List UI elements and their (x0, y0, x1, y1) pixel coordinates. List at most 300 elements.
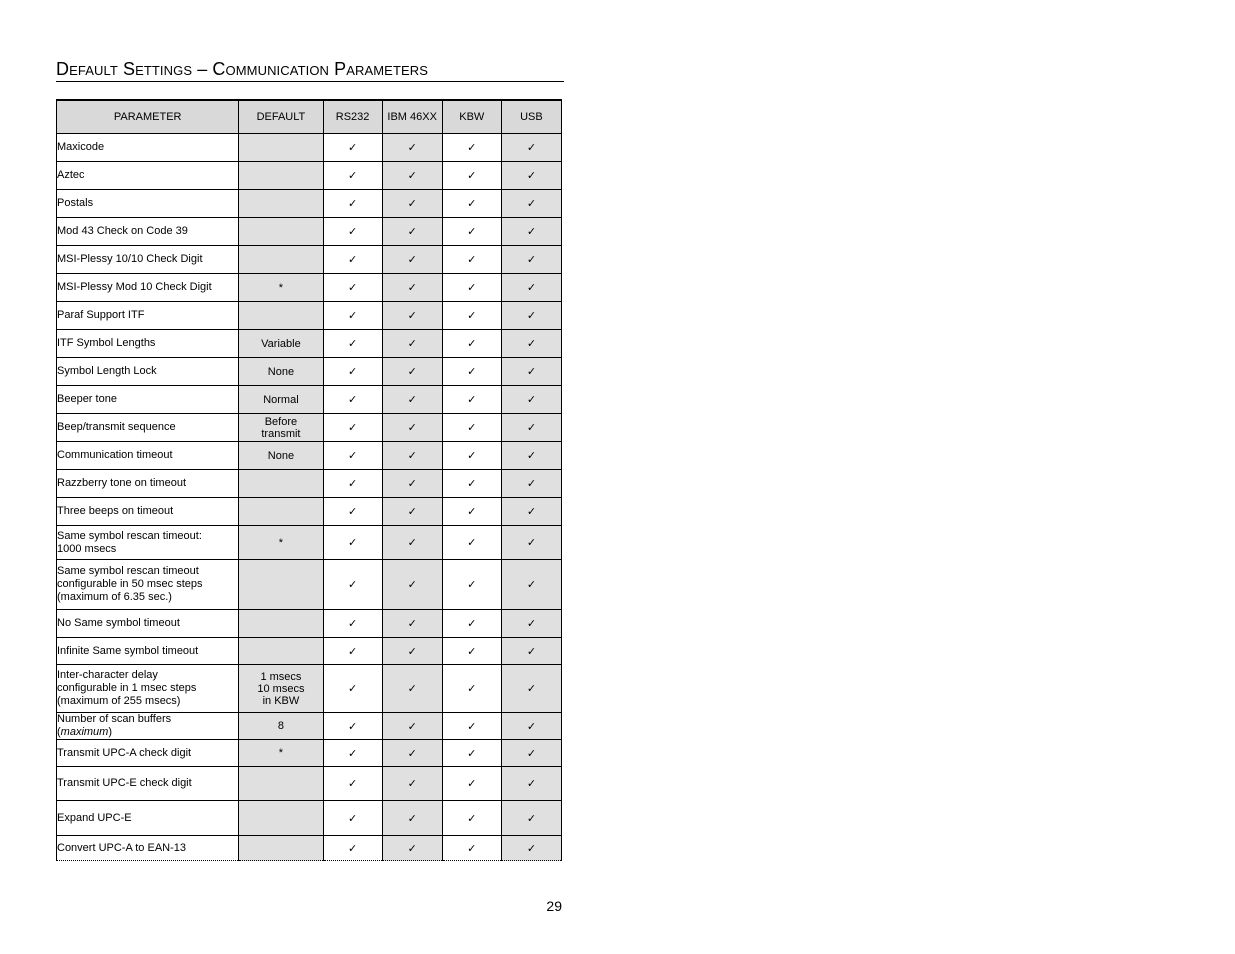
checkmark-icon: ✓ (347, 310, 358, 322)
check-cell-kbw (442, 498, 501, 526)
checkmark-icon: ✓ (526, 282, 537, 294)
check-cell-rs232 (323, 610, 382, 638)
check-cell-usb (501, 526, 561, 560)
checkmark-icon: ✓ (407, 450, 417, 462)
default-value-cell (239, 836, 323, 861)
check-cell-kbw (442, 610, 501, 638)
checkmark-icon: ✓ (347, 282, 358, 294)
check-cell-ibm-46xx (382, 470, 442, 498)
check-cell-rs232 (323, 358, 382, 386)
parameter-label: No Same symbol timeout (57, 617, 180, 629)
checkmark-icon: ✓ (407, 254, 417, 266)
check-cell-kbw (442, 302, 501, 330)
check-cell-kbw (442, 836, 501, 861)
check-cell-ibm-46xx (382, 442, 442, 470)
checkmark-icon: ✓ (347, 450, 358, 462)
check-cell-rs232 (323, 190, 382, 218)
table-row (57, 134, 562, 162)
parameter-label: MSI-Plessy Mod 10 Check Digit (57, 281, 212, 293)
default-value-cell (239, 610, 323, 638)
check-cell-ibm-46xx (382, 190, 442, 218)
check-cell-kbw (442, 386, 501, 414)
table-row (57, 470, 562, 498)
checkmark-icon: ✓ (347, 226, 358, 238)
check-cell-kbw (442, 801, 501, 836)
parameter-label: Mod 43 Check on Code 39 (57, 225, 188, 237)
default-value-cell (239, 498, 323, 526)
parameter-label: Number of scan buffers ( (57, 713, 172, 738)
default-value-cell (239, 246, 323, 274)
parameter-cell (57, 498, 239, 526)
parameter-cell (57, 610, 239, 638)
check-cell-ibm-46xx (382, 134, 442, 162)
checkmark-icon: ✓ (407, 812, 417, 825)
check-cell-usb (501, 274, 561, 302)
default-value: 1 msecs 10 msecs in KBW (257, 670, 305, 707)
check-cell-rs232 (323, 836, 382, 861)
page-title: Default Settings – Communication Parameters (56, 58, 564, 82)
header-rs232: RS232 (323, 100, 382, 134)
check-cell-ibm-46xx (382, 162, 442, 190)
check-cell-rs232 (323, 767, 382, 801)
checkmark-icon: ✓ (526, 506, 537, 518)
check-cell-usb (501, 246, 561, 274)
check-cell-usb (501, 162, 561, 190)
checkmark-icon: ✓ (526, 645, 537, 658)
check-cell-ibm-46xx (382, 560, 442, 610)
checkmark-icon: ✓ (526, 450, 537, 462)
parameter-cell (57, 442, 239, 470)
check-cell-rs232 (323, 302, 382, 330)
check-cell-kbw (442, 134, 501, 162)
parameter-cell (57, 358, 239, 386)
checkmark-icon: ✓ (347, 747, 358, 760)
table-row (57, 740, 562, 767)
checkmark-icon: ✓ (347, 394, 358, 406)
table-row (57, 162, 562, 190)
check-cell-kbw (442, 442, 501, 470)
default-value: None (267, 449, 295, 462)
parameter-label: Symbol Length Lock (57, 365, 157, 377)
table-row (57, 836, 562, 861)
checkmark-icon: ✓ (347, 842, 358, 855)
checkmark-icon: ✓ (347, 579, 358, 591)
default-value-cell (239, 638, 323, 665)
checkmark-icon: ✓ (526, 842, 537, 855)
checkmark-icon: ✓ (526, 537, 537, 549)
checkmark-icon: ✓ (526, 720, 537, 733)
table-row (57, 330, 562, 358)
checkmark-icon: ✓ (467, 645, 477, 658)
table-row (57, 638, 562, 665)
check-cell-usb (501, 638, 561, 665)
check-cell-kbw (442, 638, 501, 665)
parameter-cell (57, 740, 239, 767)
check-cell-usb (501, 302, 561, 330)
parameter-label: ITF Symbol Lengths (57, 337, 156, 349)
table-row (57, 386, 562, 414)
checkmark-icon: ✓ (467, 422, 477, 434)
check-cell-ibm-46xx (382, 330, 442, 358)
default-value-cell (239, 740, 323, 767)
default-value-cell (239, 767, 323, 801)
check-cell-ibm-46xx (382, 610, 442, 638)
checkmark-icon: ✓ (407, 537, 417, 549)
check-cell-ibm-46xx (382, 358, 442, 386)
checkmark-icon: ✓ (407, 478, 417, 490)
parameter-label-italic: maximum (60, 726, 109, 738)
parameter-label: Convert UPC-A to EAN-13 (57, 841, 186, 854)
checkmark-icon: ✓ (467, 579, 477, 591)
checkmark-icon: ✓ (407, 720, 417, 733)
checkmark-icon: ✓ (467, 683, 477, 695)
parameter-cell (57, 414, 239, 442)
check-cell-usb (501, 414, 561, 442)
checkmark-icon: ✓ (467, 720, 477, 733)
parameter-label: Maxicode (57, 141, 105, 153)
default-value-cell (239, 218, 323, 246)
parameter-cell (57, 330, 239, 358)
check-cell-usb (501, 498, 561, 526)
parameter-label: Paraf Support ITF (57, 309, 145, 321)
checkmark-icon: ✓ (526, 579, 537, 591)
default-value-cell (239, 414, 323, 442)
check-cell-usb (501, 470, 561, 498)
checkmark-icon: ✓ (526, 422, 537, 434)
checkmark-icon: ✓ (467, 170, 477, 182)
checkmark-icon: ✓ (407, 310, 417, 322)
check-cell-rs232 (323, 526, 382, 560)
check-cell-kbw (442, 330, 501, 358)
default-value-cell (239, 713, 323, 740)
checkmark-icon: ✓ (407, 778, 417, 790)
table-row (57, 526, 562, 560)
checkmark-icon: ✓ (407, 394, 417, 406)
parameter-label: Inter-character delay configurable in 1 msec steps (maximum of 255 msecs) (57, 669, 197, 707)
parameter-label: Infinite Same symbol timeout (57, 644, 199, 657)
parameter-label: Transmit UPC-E check digit (57, 777, 192, 789)
check-cell-usb (501, 560, 561, 610)
default-value-cell (239, 358, 323, 386)
check-cell-kbw (442, 767, 501, 801)
check-cell-usb (501, 740, 561, 767)
checkmark-icon: ✓ (347, 618, 358, 630)
parameter-cell (57, 560, 239, 610)
check-cell-kbw (442, 665, 501, 713)
check-cell-usb (501, 386, 561, 414)
check-cell-rs232 (323, 740, 382, 767)
checkmark-icon: ✓ (347, 254, 358, 266)
check-cell-usb (501, 665, 561, 713)
check-cell-ibm-46xx (382, 274, 442, 302)
parameter-label: MSI-Plessy 10/10 Check Digit (57, 253, 203, 265)
check-cell-usb (501, 330, 561, 358)
parameter-cell (57, 836, 239, 861)
check-cell-usb (501, 836, 561, 861)
check-cell-usb (501, 610, 561, 638)
table-header-row (57, 100, 562, 134)
check-cell-usb (501, 358, 561, 386)
checkmark-icon: ✓ (467, 142, 477, 154)
check-cell-rs232 (323, 442, 382, 470)
default-value-cell (239, 526, 323, 560)
check-cell-kbw (442, 274, 501, 302)
header-usb: USB (501, 100, 561, 134)
check-cell-usb (501, 442, 561, 470)
check-cell-ibm-46xx (382, 246, 442, 274)
checkmark-icon: ✓ (467, 450, 477, 462)
table-row (57, 218, 562, 246)
checkmark-icon: ✓ (526, 394, 537, 406)
checkmark-icon: ✓ (407, 282, 417, 294)
check-cell-rs232 (323, 638, 382, 665)
check-cell-rs232 (323, 801, 382, 836)
header-kbw: KBW (442, 100, 501, 134)
check-cell-rs232 (323, 162, 382, 190)
checkmark-icon: ✓ (526, 478, 537, 490)
table-row (57, 767, 562, 801)
checkmark-icon: ✓ (347, 142, 358, 154)
checkmark-icon: ✓ (526, 812, 537, 825)
default-value: * (278, 281, 284, 294)
checkmark-icon: ✓ (407, 645, 417, 658)
checkmark-icon: ✓ (526, 254, 537, 266)
checkmark-icon: ✓ (347, 720, 358, 733)
checkmark-icon: ✓ (467, 366, 477, 378)
checkmark-icon: ✓ (347, 645, 358, 658)
check-cell-kbw (442, 358, 501, 386)
check-cell-kbw (442, 470, 501, 498)
default-value: 8 (277, 720, 284, 732)
checkmark-icon: ✓ (407, 338, 417, 350)
check-cell-ibm-46xx (382, 665, 442, 713)
parameters-table (56, 99, 562, 861)
checkmark-icon: ✓ (467, 198, 477, 210)
parameter-cell (57, 246, 239, 274)
check-cell-ibm-46xx (382, 638, 442, 665)
table-row (57, 498, 562, 526)
checkmark-icon: ✓ (467, 394, 477, 406)
check-cell-rs232 (323, 330, 382, 358)
checkmark-icon: ✓ (347, 478, 358, 490)
checkmark-icon: ✓ (407, 747, 417, 760)
checkmark-icon: ✓ (467, 747, 477, 760)
check-cell-rs232 (323, 470, 382, 498)
parameter-cell (57, 526, 239, 560)
parameter-cell (57, 801, 239, 836)
table-row (57, 801, 562, 836)
table-row (57, 358, 562, 386)
checkmark-icon: ✓ (526, 778, 537, 790)
check-cell-usb (501, 713, 561, 740)
check-cell-ibm-46xx (382, 498, 442, 526)
parameter-label: Communication timeout (57, 449, 173, 461)
parameter-label: Three beeps on timeout (57, 505, 174, 517)
default-value: Variable (261, 337, 301, 350)
parameter-cell (57, 190, 239, 218)
table-body (57, 134, 562, 861)
checkmark-icon: ✓ (526, 226, 537, 238)
check-cell-kbw (442, 218, 501, 246)
checkmark-icon: ✓ (467, 282, 477, 294)
checkmark-icon: ✓ (467, 778, 477, 790)
check-cell-ibm-46xx (382, 414, 442, 442)
checkmark-icon: ✓ (526, 366, 537, 378)
check-cell-rs232 (323, 134, 382, 162)
checkmark-icon: ✓ (407, 842, 417, 855)
parameter-label-suffix: ) (108, 726, 113, 738)
parameter-cell (57, 134, 239, 162)
checkmark-icon: ✓ (407, 226, 417, 238)
checkmark-icon: ✓ (407, 422, 417, 434)
default-value: Before transmit (261, 415, 301, 440)
check-cell-kbw (442, 162, 501, 190)
check-cell-kbw (442, 740, 501, 767)
checkmark-icon: ✓ (526, 338, 537, 350)
table-row (57, 274, 562, 302)
table-row (57, 302, 562, 330)
parameter-label: Expand UPC-E (57, 811, 132, 824)
check-cell-kbw (442, 190, 501, 218)
checkmark-icon: ✓ (526, 198, 537, 210)
parameter-label: Beeper tone (57, 393, 117, 405)
default-value: * (278, 747, 284, 759)
parameter-label: Postals (57, 197, 94, 209)
parameter-cell (57, 665, 239, 713)
parameter-cell (57, 470, 239, 498)
checkmark-icon: ✓ (467, 537, 477, 549)
checkmark-icon: ✓ (347, 506, 358, 518)
check-cell-rs232 (323, 274, 382, 302)
checkmark-icon: ✓ (467, 812, 477, 825)
default-value-cell (239, 330, 323, 358)
checkmark-icon: ✓ (467, 310, 477, 322)
check-cell-usb (501, 134, 561, 162)
checkmark-icon: ✓ (347, 170, 358, 182)
header-ibm-46xx: IBM 46XX (382, 100, 442, 134)
default-value-cell (239, 386, 323, 414)
check-cell-rs232 (323, 218, 382, 246)
parameter-label: Aztec (57, 169, 85, 181)
checkmark-icon: ✓ (467, 478, 477, 490)
checkmark-icon: ✓ (467, 254, 477, 266)
parameter-cell (57, 218, 239, 246)
checkmark-icon: ✓ (467, 226, 477, 238)
parameter-cell (57, 767, 239, 801)
table-row (57, 246, 562, 274)
check-cell-usb (501, 190, 561, 218)
check-cell-rs232 (323, 386, 382, 414)
checkmark-icon: ✓ (407, 366, 417, 378)
checkmark-icon: ✓ (407, 506, 417, 518)
check-cell-ibm-46xx (382, 767, 442, 801)
parameter-cell (57, 162, 239, 190)
parameter-label: Beep/transmit sequence (57, 421, 176, 433)
check-cell-ibm-46xx (382, 713, 442, 740)
parameter-label: Same symbol rescan timeout configurable in 50 msec steps (maximum of 6.35 sec.) (57, 565, 203, 603)
checkmark-icon: ✓ (526, 170, 537, 182)
parameter-label: Razzberry tone on timeout (57, 477, 187, 489)
table-row (57, 610, 562, 638)
checkmark-icon: ✓ (347, 778, 358, 790)
checkmark-icon: ✓ (467, 842, 477, 855)
header-default: DEFAULT (239, 100, 323, 134)
checkmark-icon: ✓ (407, 579, 417, 591)
checkmark-icon: ✓ (526, 618, 537, 630)
page-number: 29 (546, 898, 562, 914)
default-value: None (267, 365, 295, 378)
check-cell-rs232 (323, 498, 382, 526)
table-row (57, 665, 562, 713)
checkmark-icon: ✓ (347, 338, 358, 350)
check-cell-ibm-46xx (382, 836, 442, 861)
check-cell-kbw (442, 713, 501, 740)
checkmark-icon: ✓ (407, 618, 417, 630)
table-row (57, 442, 562, 470)
parameter-cell (57, 713, 239, 740)
default-value-cell (239, 134, 323, 162)
check-cell-ibm-46xx (382, 740, 442, 767)
checkmark-icon: ✓ (347, 366, 358, 378)
header-parameter: PARAMETER (57, 100, 239, 134)
table-row (57, 713, 562, 740)
default-value-cell (239, 665, 323, 713)
check-cell-kbw (442, 526, 501, 560)
check-cell-rs232 (323, 246, 382, 274)
table-row (57, 414, 562, 442)
checkmark-icon: ✓ (467, 506, 477, 518)
check-cell-ibm-46xx (382, 386, 442, 414)
parameter-cell (57, 386, 239, 414)
checkmark-icon: ✓ (407, 683, 417, 695)
default-value-cell (239, 560, 323, 610)
checkmark-icon: ✓ (347, 198, 358, 210)
default-value-cell (239, 801, 323, 836)
checkmark-icon: ✓ (347, 683, 358, 695)
default-value-cell (239, 190, 323, 218)
check-cell-ibm-46xx (382, 302, 442, 330)
check-cell-usb (501, 767, 561, 801)
checkmark-icon: ✓ (407, 198, 417, 210)
parameter-cell (57, 274, 239, 302)
check-cell-ibm-46xx (382, 526, 442, 560)
parameter-cell (57, 638, 239, 665)
checkmark-icon: ✓ (467, 618, 477, 630)
default-value-cell (239, 162, 323, 190)
checkmark-icon: ✓ (347, 422, 358, 434)
checkmark-icon: ✓ (467, 338, 477, 350)
check-cell-rs232 (323, 414, 382, 442)
check-cell-rs232 (323, 665, 382, 713)
checkmark-icon: ✓ (526, 683, 537, 695)
parameter-label: Transmit UPC-A check digit (57, 746, 192, 759)
check-cell-kbw (442, 560, 501, 610)
default-value-cell (239, 442, 323, 470)
table-row (57, 560, 562, 610)
default-value-cell (239, 302, 323, 330)
check-cell-rs232 (323, 560, 382, 610)
parameter-cell (57, 302, 239, 330)
checkmark-icon: ✓ (526, 142, 537, 154)
checkmark-icon: ✓ (347, 812, 358, 825)
default-value: Normal (263, 393, 299, 406)
check-cell-kbw (442, 246, 501, 274)
default-value-cell (239, 274, 323, 302)
check-cell-ibm-46xx (382, 801, 442, 836)
check-cell-usb (501, 218, 561, 246)
checkmark-icon: ✓ (526, 310, 537, 322)
check-cell-ibm-46xx (382, 218, 442, 246)
